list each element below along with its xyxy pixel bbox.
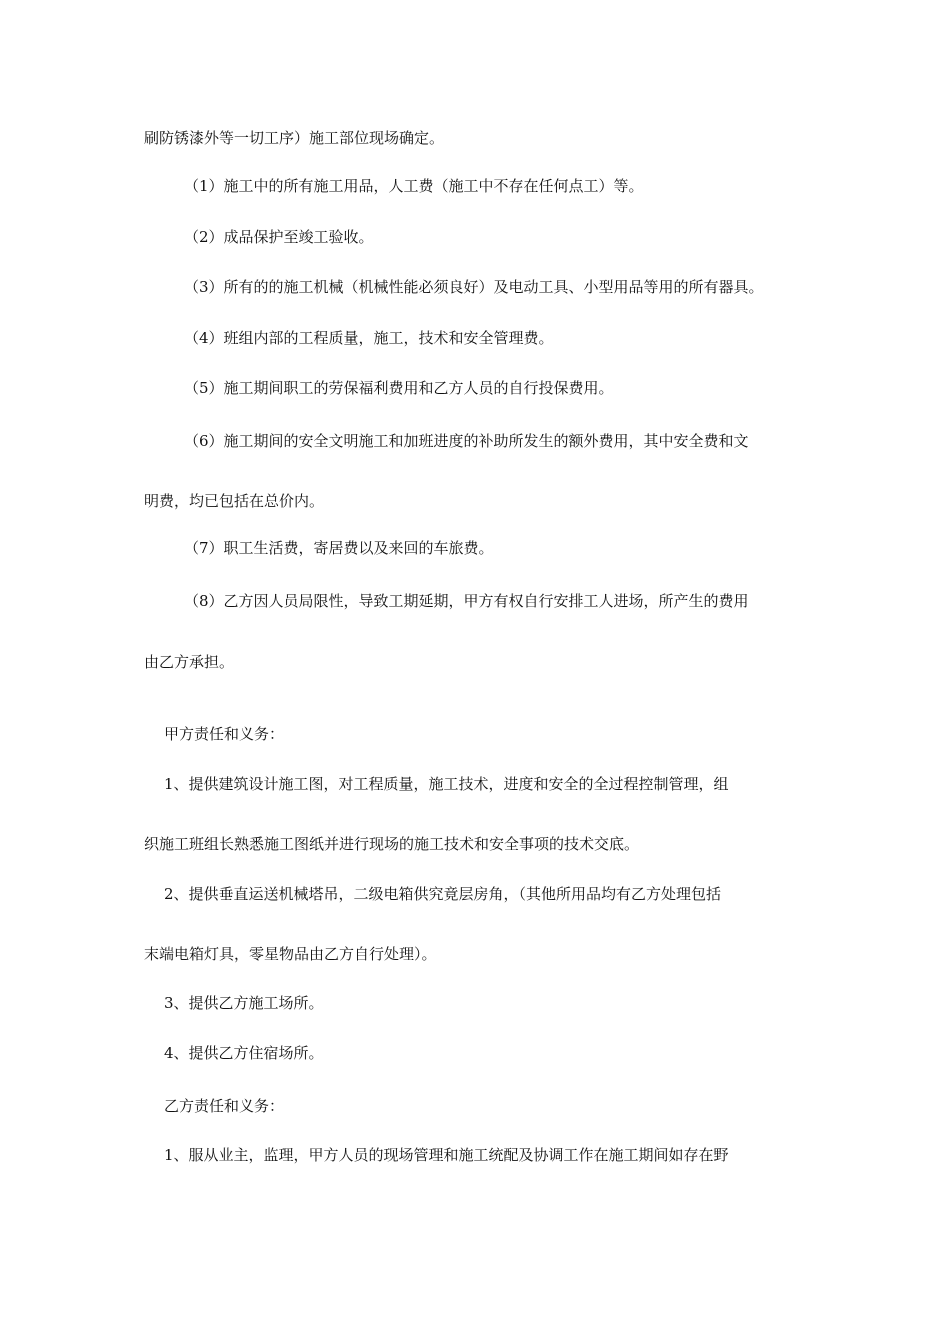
- list-item: （1）施工中的所有施工用品，人工费（施工中不存在任何点工）等。: [184, 177, 644, 195]
- text-line: 明费，均已包括在总价内。: [144, 492, 325, 510]
- text-line: 由乙方承担。: [144, 653, 235, 671]
- list-item: （3）所有的的施工机械（机械性能必须良好）及电动工具、小型用品等用的所有器具。: [184, 278, 764, 296]
- text-line: 刷防锈漆外等一切工序）施工部位现场确定。: [144, 129, 445, 147]
- list-item: 2、提供垂直运送机械塔吊，二级电箱供究竟层房角，（其他所用品均有乙方处理包括: [164, 885, 722, 903]
- list-item: （2）成品保护至竣工验收。: [184, 228, 374, 246]
- list-item: 3、提供乙方施工场所。: [164, 994, 324, 1012]
- list-item: 4、提供乙方住宿场所。: [164, 1044, 324, 1062]
- section-heading: 甲方责任和义务：: [164, 725, 285, 743]
- section-heading: 乙方责任和义务：: [164, 1097, 285, 1115]
- list-item: （6）施工期间的安全文明施工和加班进度的补助所发生的额外费用，其中安全费和文: [184, 432, 749, 450]
- list-item: （7）职工生活费，寄居费以及来回的车旅费。: [184, 539, 494, 557]
- text-line: 织施工班组长熟悉施工图纸并进行现场的施工技术和安全事项的技术交底。: [144, 835, 640, 853]
- list-item: （5）施工期间职工的劳保福利费用和乙方人员的自行投保费用。: [184, 379, 614, 397]
- list-item: （8）乙方因人员局限性，导致工期延期，甲方有权自行安排工人进场，所产生的费用: [184, 592, 749, 610]
- text-line: 末端电箱灯具，零星物品由乙方自行处理）。: [144, 945, 437, 963]
- list-item: 1、提供建筑设计施工图，对工程质量，施工技术，进度和安全的全过程控制管理，组: [164, 775, 729, 793]
- list-item: 1、服从业主，监理，甲方人员的现场管理和施工统配及协调工作在施工期间如存在野: [164, 1146, 729, 1164]
- list-item: （4）班组内部的工程质量，施工，技术和安全管理费。: [184, 329, 554, 347]
